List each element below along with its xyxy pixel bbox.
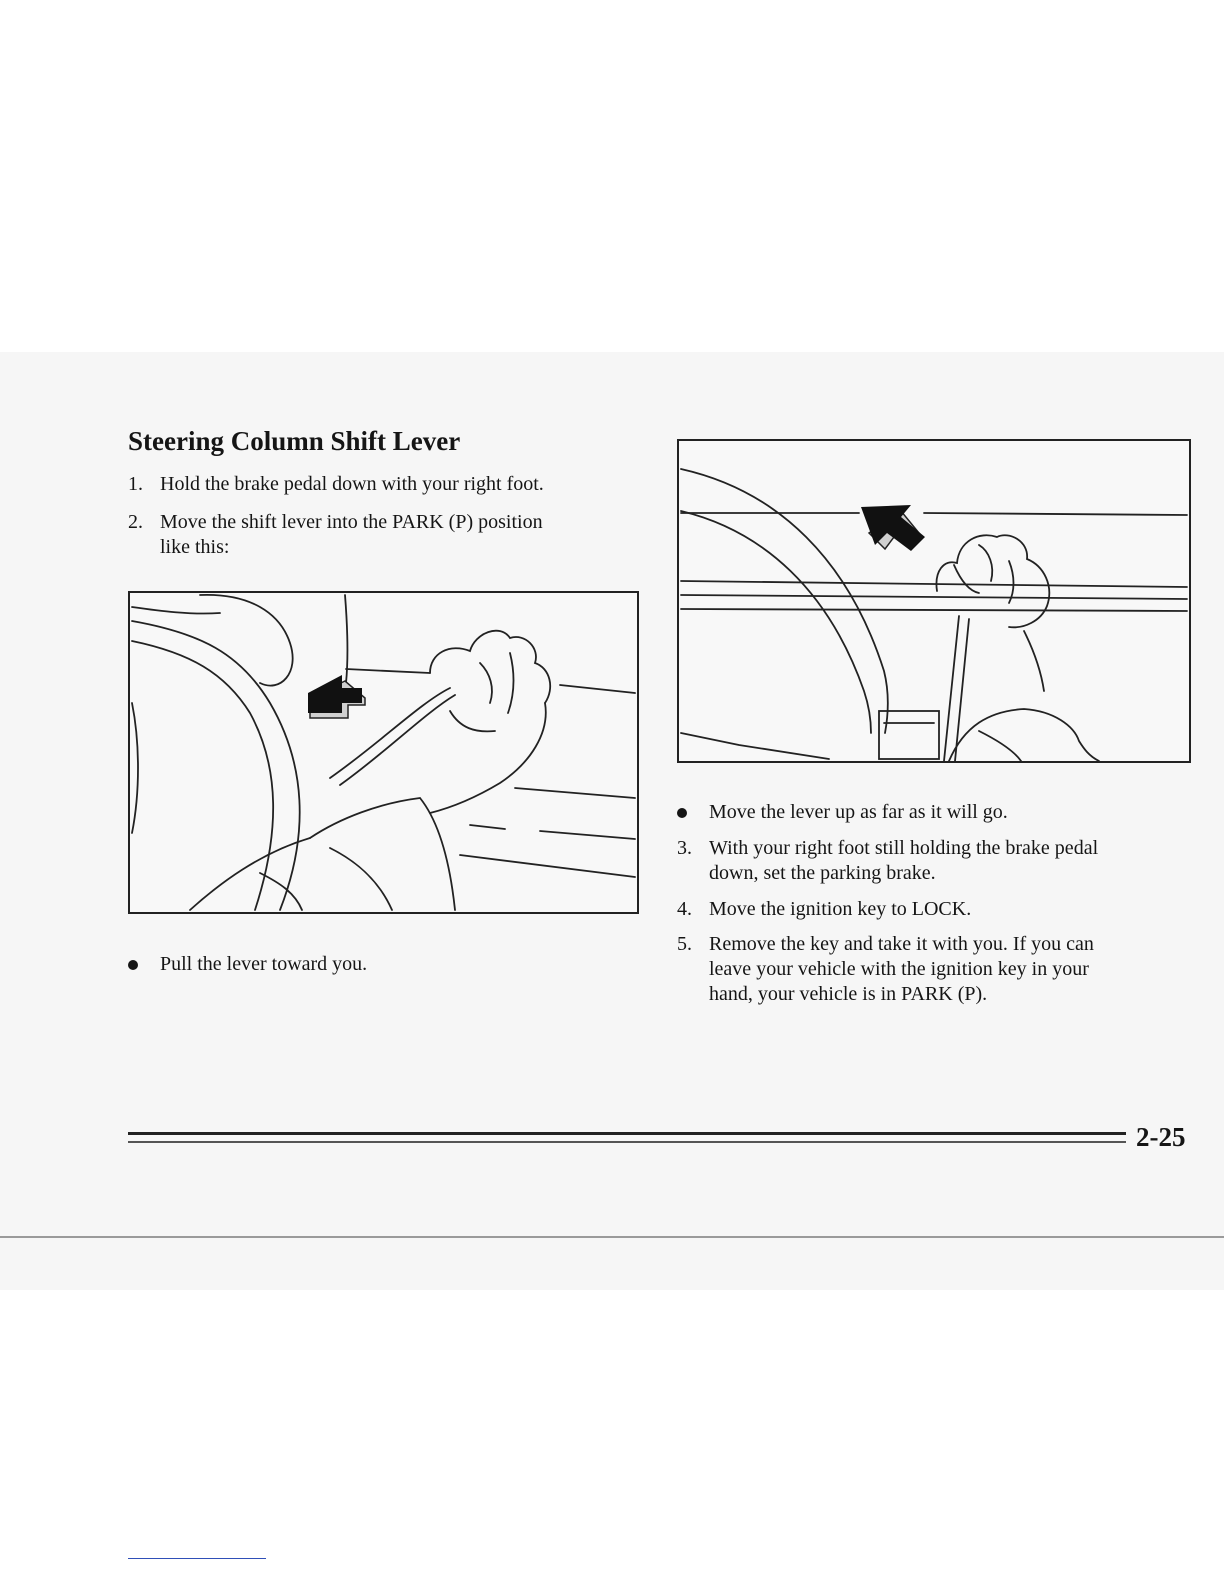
bullet-icon [677, 800, 687, 825]
step-4 [677, 897, 1197, 922]
section-heading: Steering Column Shift Lever [128, 426, 461, 456]
arrow-left-icon [308, 675, 365, 718]
page-number: 2-25 [1136, 1122, 1186, 1152]
step-5 [677, 932, 1197, 1007]
step-2 [128, 510, 628, 560]
step-number: 3. [677, 837, 692, 859]
step-text-line: Move the shift lever into the PARK (P) position [160, 511, 543, 533]
step-number: 5. [677, 933, 692, 955]
bullet-icon [128, 952, 138, 977]
footer-rule-thin [128, 1141, 1126, 1143]
step-text-line: Hold the brake pedal down with your right foot. [160, 473, 544, 495]
step-1 [128, 472, 628, 497]
step-text-line: leave your vehicle with the ignition key in your [709, 958, 1089, 980]
step-number: 2. [128, 511, 143, 533]
step-number: 4. [677, 898, 692, 920]
step-text-line: With your right foot still holding the brake pedal [709, 837, 1099, 859]
pull-lever-illustration [130, 593, 637, 912]
bullet-text: Move the lever up as far as it will go. [709, 801, 1008, 823]
arrow-up-left-icon [861, 505, 925, 551]
step-text-line: Move the ignition key to LOCK. [709, 898, 972, 920]
footer-rule [128, 1132, 1126, 1135]
step-text-line: Remove the key and take it with you. If you can [709, 933, 1094, 955]
bullet-text: Pull the lever toward you. [160, 953, 368, 975]
scan-edge-line [0, 1236, 1224, 1238]
step-text-line: like this: [160, 536, 230, 558]
bullet-pull-lever [128, 952, 628, 977]
lever-up-illustration [679, 441, 1189, 761]
figure-lever-up [677, 439, 1191, 763]
step-text-line: down, set the parking brake. [709, 862, 936, 884]
step-number: 1. [128, 473, 143, 495]
step-text-line: hand, your vehicle is in PARK (P). [709, 983, 988, 1005]
bullet-lever-up [677, 800, 1197, 825]
figure-pull-lever [128, 591, 639, 914]
footer-link-underline [128, 1558, 266, 1559]
step-3 [677, 836, 1197, 886]
